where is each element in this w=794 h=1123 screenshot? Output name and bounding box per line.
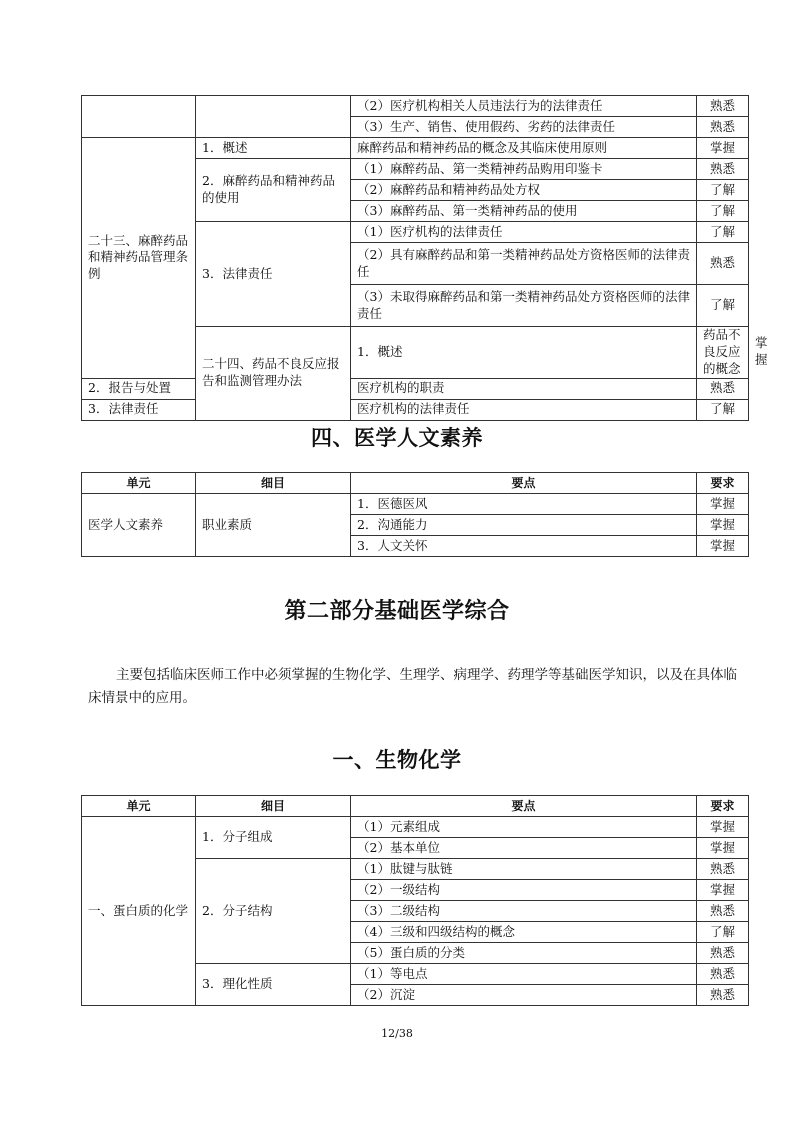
point-cell: 3．人文关怀 [351,536,697,557]
point-cell: （3）二级结构 [351,901,697,922]
req-cell: 了解 [697,222,749,243]
point-cell: （1）等电点 [351,964,697,985]
req-cell: 了解 [697,399,749,420]
detail-cell: 职业素质 [196,494,351,557]
req-cell: 掌握 [697,494,749,515]
req-cell: 熟悉 [697,943,749,964]
header-unit: 单元 [82,796,196,817]
point-cell: 医疗机构的职责 [351,378,697,399]
req-cell: 熟悉 [697,985,749,1006]
point-cell: （2）沉淀 [351,985,697,1006]
point-cell: 药品不良反应的概念 [697,327,749,379]
header-detail: 细目 [196,796,351,817]
req-cell: 熟悉 [697,378,749,399]
section-heading-humanities: 四、医学人文素养 [311,426,483,450]
detail-cell: 2．报告与处置 [82,378,196,399]
point-cell: （5）蛋白质的分类 [351,943,697,964]
point-cell: （2）具有麻醉药品和第一类精神药品处方资格医师的法律责任 [351,243,697,285]
header-point: 要点 [351,473,697,494]
point-cell: 1．医德医风 [351,494,697,515]
intro-paragraph: 主要包括临床医师工作中必须掌握的生物化学、生理学、病理学、药理学等基础医学知识，以及在具体临床情景中的应用。 [88,667,737,706]
req-cell: 熟悉 [697,243,749,285]
req-cell: 掌握 [697,138,749,159]
req-cell: 了解 [697,922,749,943]
detail-cell: 1．概述 [196,138,351,159]
part-heading: 第二部分基础医学综合 [284,599,510,624]
point-cell: 麻醉药品和精神药品的概念及其临床使用原则 [351,138,697,159]
detail-cell: 2．分子结构 [196,859,351,964]
header-detail: 细目 [196,473,351,494]
point-cell: （1）医疗机构的法律责任 [351,222,697,243]
detail-cell: 3．法律责任 [196,222,351,327]
req-cell: 熟悉 [697,96,749,117]
point-cell: （1）麻醉药品、第一类精神药品购用印鉴卡 [351,159,697,180]
unit-cell: 一、蛋白质的化学 [82,817,196,1006]
req-cell: 了解 [697,180,749,201]
point-cell: （3）生产、销售、使用假药、劣药的法律责任 [351,117,697,138]
point-cell: （1）元素组成 [351,817,697,838]
humanities-table [81,472,749,557]
table-cell [82,96,196,138]
header-req: 要求 [697,796,749,817]
page-number: 12/38 [381,1027,413,1040]
req-cell: 熟悉 [697,117,749,138]
header-unit: 单元 [82,473,196,494]
section-heading-biochem: 一、生物化学 [332,748,462,772]
req-cell: 熟悉 [697,964,749,985]
req-cell: 掌握 [697,880,749,901]
unit-cell: 医学人文素养 [82,494,196,557]
header-point: 要点 [351,796,697,817]
header-req: 要求 [697,473,749,494]
point-cell: （2）基本单位 [351,838,697,859]
point-cell: （2）一级结构 [351,880,697,901]
biochem-table [81,795,749,1006]
req-cell: 掌握 [697,817,749,838]
detail-cell: 2．麻醉药品和精神药品的使用 [196,159,351,222]
point-cell: （2）医疗机构相关人员违法行为的法律责任 [351,96,697,117]
point-cell: （3）麻醉药品、第一类精神药品的使用 [351,201,697,222]
point-cell: （3）未取得麻醉药品和第一类精神药品处方资格医师的法律责任 [351,285,697,327]
detail-cell: 1．分子组成 [196,817,351,859]
point-cell: 医疗机构的法律责任 [351,399,697,420]
detail-cell: 1．概述 [351,327,697,379]
req-cell: 了解 [697,201,749,222]
req-cell: 熟悉 [697,901,749,922]
point-cell: （2）麻醉药品和精神药品处方权 [351,180,697,201]
point-cell: （4）三级和四级结构的概念 [351,922,697,943]
detail-cell: 3．理化性质 [196,964,351,1006]
unit-cell: 二十三、麻醉药品和精神药品管理条例 [82,138,196,379]
law-requirements-table: （2）医疗机构相关人员违法行为的法律责任 熟悉 （3）生产、销售、使用假药、劣药的法律责任 熟悉 二十三、麻醉药品和精神药品管理条例 1．概述 麻醉药品和精神药品的概念及其临床使用原则 掌握 2．麻醉药品和精神药品的使用 （1）麻醉药品、第一类精神药品购用印鉴卡 熟悉 （2）麻醉药品和精神药品处方权 了解 （3）麻醉药品、第一类精神药品的使用 了解 3．法律责任 （1）医疗机构的法律责任 了解 （2）具有麻醉药品和第一类精神药品处方资格医师的法律责任 熟悉 （3）未取得麻醉药品和第一类精神药品处方资格医师的法律责任 了解 二十四、药品不良反应报告和监测管理办法 1．概述 药品不良反应的概念 掌握 2．报告与处置 医疗机构的职责 熟悉 3．法律责任 医疗机构的法律责任 了解 [81,95,749,421]
req-cell: 熟悉 [697,159,749,180]
req-cell: 掌握 [697,515,749,536]
req-cell: 掌握 [697,536,749,557]
detail-cell: 3．法律责任 [82,399,196,420]
point-cell: 2．沟通能力 [351,515,697,536]
point-cell: （1）肽键与肽链 [351,859,697,880]
req-cell: 掌握 [697,838,749,859]
unit-cell: 二十四、药品不良反应报告和监测管理办法 [196,327,351,421]
req-cell: 熟悉 [697,859,749,880]
req-cell: 了解 [697,285,749,327]
table-cell [196,96,351,138]
